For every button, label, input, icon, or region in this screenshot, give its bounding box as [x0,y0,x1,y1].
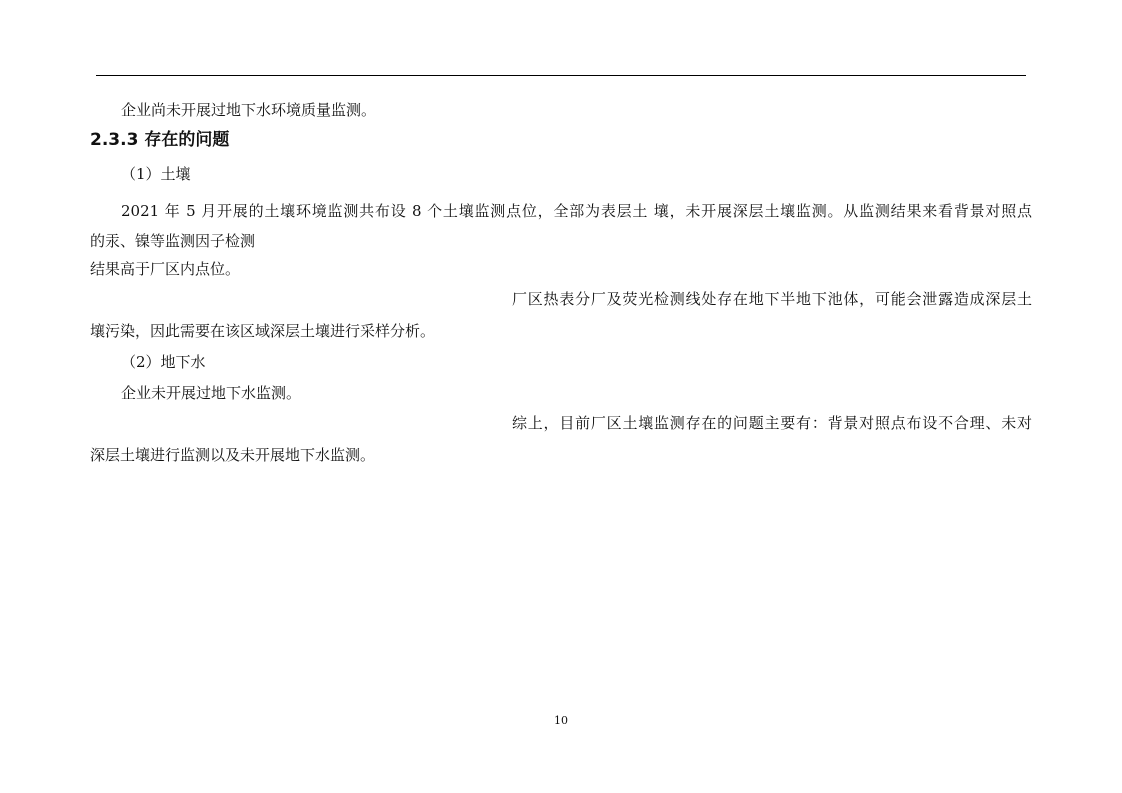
section-heading: 2.3.3 存在的问题 [90,130,230,150]
page-number: 10 [554,714,568,727]
paragraph-deep-soil-line2: 壤污染，因此需要在该区域深层土壤进行采样分析。 [90,322,436,340]
paragraph-summary-line1: 综上，目前厂区土壤监测存在的问题主要有：背景对照点布设不合理、未对 [512,414,1032,432]
paragraph-soil-monitoring-line2: 的汞、镍等监测因子检测 [90,232,256,250]
paragraph-groundwater-monitoring: 企业未开展过地下水监测。 [121,384,302,402]
item-soil-label: （1）土壤 [121,165,191,183]
paragraph-soil-monitoring-line3: 结果高于厂区内点位。 [90,260,241,278]
paragraph-soil-monitoring-line1: 2021 年 5 月开展的土壤环境监测共布设 8 个土壤监测点位，全部为表层土 壤，未开展深层土壤监测。从监测结果来看背景对照点 [121,202,1032,220]
paragraph-groundwater-quality: 企业尚未开展过地下水环境质量监测。 [121,101,377,119]
item-groundwater-label: （2）地下水 [121,353,206,371]
header-rule [96,75,1026,76]
paragraph-deep-soil-line1: 厂区热表分厂及荧光检测线处存在地下半地下池体，可能会泄露造成深层土 [512,290,1032,308]
paragraph-summary-line2: 深层土壤进行监测以及未开展地下水监测。 [90,446,376,464]
